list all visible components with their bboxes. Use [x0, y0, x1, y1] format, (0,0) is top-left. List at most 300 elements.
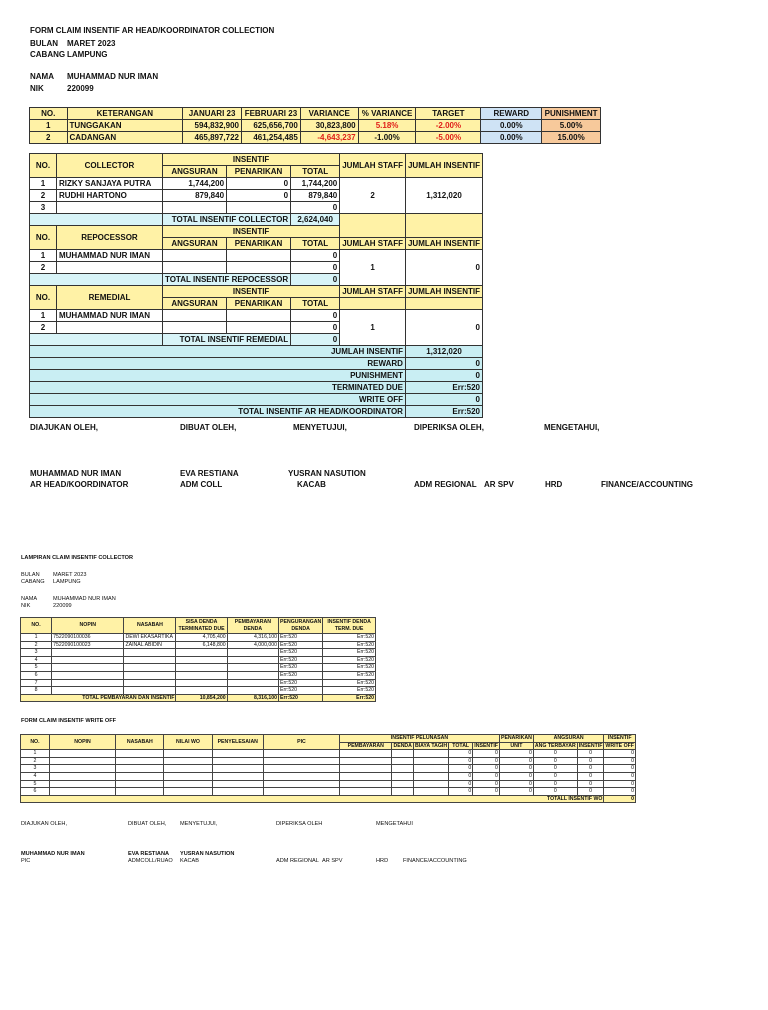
sig2-role-7: FINANCE/ACCOUNTING	[403, 858, 467, 864]
remedial-header-no: NO.	[30, 286, 57, 310]
remedial-total-value: 0	[291, 334, 340, 346]
lampiran-cell	[52, 671, 124, 679]
summary-cell: -1.00%	[358, 132, 416, 144]
sig2-mengetahui: MENGETAHUI	[376, 821, 413, 827]
lampiran-cell: 7522090100036	[52, 634, 124, 642]
lampiran-total-pengurangan: Err:520	[279, 694, 323, 702]
cabang-value: LAMPUNG	[67, 50, 108, 59]
summary-cell: 461,254,485	[242, 132, 301, 144]
collector-cell: 2	[30, 190, 57, 202]
writeoff-table	[20, 734, 636, 803]
remedial-staff: 1	[340, 310, 406, 346]
lampiran-cell: Err:520	[279, 671, 323, 679]
writeoff-cell: 1	[21, 750, 50, 758]
sig2-role-1: PIC	[21, 858, 31, 864]
writeoff-header-penarikan: PENARIKAN	[501, 735, 532, 741]
summary-header-januari: JANUARI 23	[183, 108, 242, 120]
total-value-punishment: 0	[405, 370, 482, 382]
lampiran-nama-value: MUHAMMAD NUR IMAN	[53, 596, 116, 602]
writeoff-cell: 0	[533, 757, 577, 765]
remedial-header-jumlah-staff: JUMLAH STAFF	[340, 286, 406, 298]
lampiran-cell	[52, 649, 124, 657]
total-label-terminated-due: TERMINATED DUE	[30, 382, 406, 394]
writeoff-cell: 0	[499, 772, 533, 780]
lampiran-cell: 2	[21, 641, 52, 649]
sig2-dibuat: DIBUAT OLEH,	[128, 821, 167, 827]
repocessor-header-insentif: INSENTIF	[162, 226, 339, 238]
collector-cell: 1,744,200	[162, 178, 226, 190]
collector-total-label: TOTAL INSENTIF COLLECTOR	[162, 214, 290, 226]
writeoff-cell: 0	[604, 750, 636, 758]
writeoff-cell: 0	[533, 772, 577, 780]
lampiran-cell: 6,148,800	[176, 641, 227, 649]
lampiran-cell: Err:520	[279, 679, 323, 687]
repocessor-cell	[227, 262, 291, 274]
lampiran-cell: 6	[21, 671, 52, 679]
form-title: FORM CLAIM INSENTIF AR HEAD/KOORDINATOR COLLECTION	[30, 26, 275, 35]
lampiran-cell	[176, 656, 227, 664]
lampiran-cabang-label: CABANG	[21, 579, 45, 585]
lampiran-table	[20, 617, 376, 702]
lampiran-cell: Err:520	[323, 687, 376, 695]
lampiran-cell	[124, 656, 176, 664]
summary-header-punishment: PUNISHMENT	[542, 108, 601, 120]
lampiran-cell: 5	[21, 664, 52, 672]
writeoff-cell: 0	[499, 780, 533, 788]
remedial-jumlah: 0	[405, 310, 482, 346]
collector-total-value: 2,624,040	[291, 214, 340, 226]
total-value-terminated-due: Err:520	[405, 382, 482, 394]
writeoff-cell: 0	[449, 765, 473, 773]
lampiran-cell: 4	[21, 656, 52, 664]
repocessor-cell	[56, 262, 162, 274]
summary-cell: 465,897,722	[183, 132, 242, 144]
lampiran-cell: Err:520	[279, 649, 323, 657]
writeoff-sub-insentif: INSENTIF	[474, 742, 498, 749]
writeoff-cell: 0	[473, 788, 500, 796]
collector-cell: 879,840	[162, 190, 226, 202]
sig2-role-4: ADM REGIONAL	[276, 858, 319, 864]
collector-header-no: NO.	[30, 154, 57, 178]
lampiran-cell: Err:520	[323, 679, 376, 687]
total-value-reward: 0	[405, 358, 482, 370]
lampiran-cell: Err:520	[323, 671, 376, 679]
lampiran-nik-label: NIK	[21, 603, 31, 609]
lampiran-total-pembayaran: 8,316,100	[227, 694, 278, 702]
sig2-role-3: KACAB	[180, 858, 199, 864]
lampiran-header-insentif: INSENTIF DENDA TERM. DUE	[323, 618, 376, 634]
repocessor-cell: 0	[291, 250, 340, 262]
lampiran-row	[21, 671, 376, 679]
repocessor-row	[30, 250, 483, 262]
sig-role-1: AR HEAD/KOORDINATOR	[30, 480, 129, 489]
writeoff-cell: 0	[577, 780, 604, 788]
remedial-header-total: TOTAL	[291, 298, 340, 310]
sig-mengetahui: MENGETAHUI,	[544, 423, 600, 432]
writeoff-cell: 2	[21, 757, 50, 765]
lampiran-cell: Err:520	[279, 641, 323, 649]
remedial-header-insentif: INSENTIF	[162, 286, 339, 298]
nik-value: 220099	[67, 84, 94, 93]
sig-diperiksa: DIPERIKSA OLEH,	[414, 423, 484, 432]
repocessor-cell	[227, 250, 291, 262]
summary-cell: 0.00%	[481, 120, 542, 132]
writeoff-cell: 0	[577, 788, 604, 796]
lampiran-cell	[176, 664, 227, 672]
sig-role-3: KACAB	[297, 480, 326, 489]
lampiran-cell: Err:520	[279, 664, 323, 672]
nama-label: NAMA	[30, 72, 54, 81]
lampiran-header-nopin: NOPIN	[52, 618, 124, 634]
lampiran-cell	[227, 656, 278, 664]
writeoff-row	[21, 757, 636, 765]
remedial-header-jumlah-insentif: JUMLAH INSENTIF	[405, 286, 482, 298]
lampiran-cell	[124, 671, 176, 679]
remedial-cell	[227, 310, 291, 322]
cabang-label: CABANG	[30, 50, 66, 59]
lampiran-cabang-value: LAMPUNG	[53, 579, 81, 585]
lampiran-cell: 1	[21, 634, 52, 642]
writeoff-header-penyelesaian: PENYELESAIAN	[212, 735, 263, 750]
writeoff-header-no: NO.	[21, 735, 50, 750]
remedial-cell: MUHAMMAD NUR IMAN	[56, 310, 162, 322]
repocessor-staff: 1	[340, 250, 406, 286]
summary-header-variance: VARIANCE	[300, 108, 358, 120]
repocessor-header-no: NO.	[30, 226, 57, 250]
writeoff-cell: 0	[499, 750, 533, 758]
lampiran-title: LAMPIRAN CLAIM INSENTIF COLLECTOR	[21, 555, 134, 561]
collector-header-angsuran: ANGSURAN	[162, 166, 226, 178]
lampiran-cell: 7	[21, 679, 52, 687]
repocessor-header-jumlah-staff: JUMLAH STAFF	[340, 238, 406, 250]
writeoff-sub-unit: UNIT	[499, 742, 533, 750]
summary-header-reward: REWARD	[481, 108, 542, 120]
repocessor-total-value: 0	[291, 274, 340, 286]
repocessor-total-label: TOTAL INSENTIF REPOCESSOR	[162, 274, 290, 286]
remedial-cell	[227, 322, 291, 334]
sig-name-1: MUHAMMAD NUR IMAN	[30, 469, 122, 478]
writeoff-header-nopin: NOPIN	[49, 735, 115, 750]
writeoff-cell: 0	[533, 750, 577, 758]
bulan-value: MARET 2023	[67, 39, 116, 48]
lampiran-cell: Err:520	[279, 656, 323, 664]
summary-cell: 5.00%	[542, 120, 601, 132]
lampiran-row	[21, 656, 376, 664]
remedial-header-penarikan: PENARIKAN	[227, 298, 291, 310]
lampiran-cell: 7522090100023	[52, 641, 124, 649]
bulan-label: BULAN	[30, 39, 58, 48]
repocessor-header-penarikan: PENARIKAN	[227, 238, 291, 250]
sig-role-6: HRD	[545, 480, 563, 489]
lampiran-cell: Err:520	[323, 634, 376, 642]
lampiran-bulan-value: MARET 2023	[53, 572, 87, 578]
writeoff-header-insentif: INSENTIF	[604, 735, 636, 743]
remedial-header-angsuran: ANGSURAN	[162, 298, 226, 310]
summary-row	[30, 120, 601, 132]
writeoff-row	[21, 772, 636, 780]
writeoff-cell: 0	[577, 765, 604, 773]
writeoff-sub-insentif-2: INSENTIF	[578, 742, 603, 749]
remedial-cell	[162, 322, 226, 334]
lampiran-total-label: TOTAL PEMBAYARAN DAN INSENTIF	[21, 694, 176, 702]
lampiran-row	[21, 649, 376, 657]
summary-cell: 2	[30, 132, 68, 144]
writeoff-sub-total: TOTAL	[449, 742, 473, 750]
collector-cell	[162, 202, 226, 214]
writeoff-cell: 0	[577, 772, 604, 780]
writeoff-cell: 0	[473, 757, 500, 765]
summary-header-no: NO.	[30, 108, 68, 120]
total-label-grand: TOTAL INSENTIF AR HEAD/KOORDINATOR	[30, 406, 406, 418]
lampiran-cell	[227, 664, 278, 672]
lampiran-cell	[176, 649, 227, 657]
repocessor-header-jumlah-insentif: JUMLAH INSENTIF	[405, 238, 482, 250]
writeoff-cell: 0	[449, 750, 473, 758]
repocessor-jumlah: 0	[405, 250, 482, 286]
collector-staff: 2	[340, 178, 406, 214]
collector-cell: 3	[30, 202, 57, 214]
summary-cell: 5.18%	[358, 120, 416, 132]
lampiran-header-sisa-denda: SISA DENDA TERMINATED DUE	[176, 618, 227, 634]
writeoff-sub-denda: DENDA	[393, 742, 412, 749]
lampiran-cell	[52, 664, 124, 672]
lampiran-total-sisa: 10,854,200	[176, 694, 227, 702]
collector-cell	[227, 202, 291, 214]
writeoff-cell: 0	[533, 765, 577, 773]
sig2-role-6: HRD	[376, 858, 389, 864]
writeoff-cell: 0	[473, 765, 500, 773]
summary-header-februari: FEBRUARI 23	[242, 108, 301, 120]
summary-cell: -5.00%	[416, 132, 481, 144]
writeoff-header-pic: PIC	[264, 735, 340, 750]
summary-cell: -4,643,237	[300, 132, 358, 144]
collector-jumlah: 1,312,020	[405, 178, 482, 214]
writeoff-total-label: TOTALL INSENTIF WO	[21, 795, 604, 803]
sig2-diperiksa: DIPERIKSA OLEH	[276, 821, 323, 827]
lampiran-cell	[52, 687, 124, 695]
remedial-cell: 0	[291, 310, 340, 322]
summary-cell: 594,832,900	[183, 120, 242, 132]
writeoff-row	[21, 765, 636, 773]
lampiran-cell	[176, 679, 227, 687]
summary-header-keterangan: KETERANGAN	[67, 108, 183, 120]
writeoff-cell: 0	[473, 750, 500, 758]
lampiran-header-pengurangan: PENGURANGAN DENDA	[280, 618, 322, 632]
collector-header-name: COLLECTOR	[56, 154, 162, 178]
lampiran-cell: 4,000,000	[227, 641, 278, 649]
sig-diajukan: DIAJUKAN OLEH,	[30, 423, 99, 432]
sig-name-3: YUSRAN NASUTION	[288, 469, 366, 478]
lampiran-row	[21, 634, 376, 642]
collector-header-total: TOTAL	[291, 166, 340, 178]
lampiran-cell: Err:520	[323, 641, 376, 649]
writeoff-title: FORM CLAIM INSENTIF WRITE OFF	[21, 718, 117, 724]
writeoff-cell: 6	[21, 788, 50, 796]
summary-cell: -2.00%	[416, 120, 481, 132]
remedial-row	[30, 310, 483, 322]
writeoff-header-nilai-wo: NILAI WO	[164, 735, 212, 750]
lampiran-cell	[52, 656, 124, 664]
collector-header-jumlah-staff: JUMLAH STAFF	[340, 154, 406, 178]
writeoff-cell: 0	[449, 780, 473, 788]
sig-role-2: ADM COLL	[180, 480, 223, 489]
sig-role-4: ADM REGIONAL	[414, 480, 477, 489]
lampiran-row	[21, 664, 376, 672]
collector-cell: 0	[227, 190, 291, 202]
lampiran-total-insentif: Err:520	[323, 694, 376, 702]
lampiran-cell	[52, 679, 124, 687]
summary-cell: 30,823,800	[300, 120, 358, 132]
summary-cell: 15.00%	[542, 132, 601, 144]
total-value-write-off: 0	[405, 394, 482, 406]
lampiran-header-nasabah: NASABAH	[124, 618, 176, 634]
writeoff-cell: 0	[473, 780, 500, 788]
lampiran-cell: Err:520	[323, 664, 376, 672]
lampiran-cell	[176, 671, 227, 679]
summary-cell: 0.00%	[481, 132, 542, 144]
sig2-name-2: EVA RESTIANA	[128, 851, 170, 857]
collector-cell: RUDHI HARTONO	[56, 190, 162, 202]
sig2-role-5: AR SPV	[322, 858, 343, 864]
remedial-cell: 2	[30, 322, 57, 334]
writeoff-cell: 0	[449, 788, 473, 796]
lampiran-cell: 3	[21, 649, 52, 657]
writeoff-cell: 0	[499, 765, 533, 773]
collector-cell: RIZKY SANJAYA PUTRA	[56, 178, 162, 190]
lampiran-cell	[227, 649, 278, 657]
lampiran-cell: 4,705,400	[176, 634, 227, 642]
writeoff-cell: 0	[449, 757, 473, 765]
sig2-diajukan: DIAJUKAN OLEH,	[21, 821, 68, 827]
summary-header-target: TARGET	[416, 108, 481, 120]
remedial-header-name: REMEDIAL	[56, 286, 162, 310]
collector-cell: 879,840	[291, 190, 340, 202]
lampiran-cell	[227, 687, 278, 695]
repocessor-cell	[162, 250, 226, 262]
collector-cell	[56, 202, 162, 214]
repocessor-header-angsuran: ANGSURAN	[162, 238, 226, 250]
summary-row	[30, 132, 601, 144]
collector-header-insentif: INSENTIF	[162, 154, 339, 166]
writeoff-cell: 5	[21, 780, 50, 788]
total-label-jumlah-insentif: JUMLAH INSENTIF	[30, 346, 406, 358]
sig-role-7: FINANCE/ACCOUNTING	[601, 480, 693, 489]
total-label-reward: REWARD	[30, 358, 406, 370]
writeoff-cell: 0	[533, 788, 577, 796]
lampiran-nik-value: 220099	[53, 603, 72, 609]
writeoff-cell: 0	[604, 765, 636, 773]
repocessor-cell: 2	[30, 262, 57, 274]
repocessor-cell: 1	[30, 250, 57, 262]
writeoff-cell: 0	[473, 772, 500, 780]
writeoff-cell: 0	[604, 788, 636, 796]
writeoff-header-nasabah: NASABAH	[116, 735, 164, 750]
writeoff-cell: 0	[604, 757, 636, 765]
lampiran-cell: Err:520	[323, 649, 376, 657]
sig2-menyetujui: MENYETUJUI,	[180, 821, 218, 827]
total-value-jumlah-insentif: 1,312,020	[405, 346, 482, 358]
incentive-table	[29, 153, 483, 418]
lampiran-header-no: NO.	[21, 618, 52, 634]
summary-header-pct-variance: % VARIANCE	[358, 108, 416, 120]
writeoff-cell: 0	[499, 757, 533, 765]
writeoff-sub-ang-terbayar: ANG TERBAYAR	[534, 742, 576, 749]
nama-value: MUHAMMAD NUR IMAN	[67, 72, 159, 81]
lampiran-nama-label: NAMA	[21, 596, 38, 602]
writeoff-cell: 0	[604, 780, 636, 788]
lampiran-cell	[124, 687, 176, 695]
remedial-cell	[56, 322, 162, 334]
lampiran-cell	[227, 679, 278, 687]
summary-cell: 1	[30, 120, 68, 132]
writeoff-cell: 0	[499, 788, 533, 796]
writeoff-cell: 0	[533, 780, 577, 788]
remedial-cell: 0	[291, 322, 340, 334]
lampiran-cell	[124, 664, 176, 672]
lampiran-row	[21, 687, 376, 695]
lampiran-cell: Err:520	[323, 656, 376, 664]
collector-cell: 1,744,200	[291, 178, 340, 190]
summary-cell: 625,656,700	[242, 120, 301, 132]
sig-name-2: EVA RESTIANA	[180, 469, 239, 478]
sig2-name-3: YUSRAN NASUTION	[180, 851, 235, 857]
writeoff-row	[21, 750, 636, 758]
repocessor-cell	[162, 262, 226, 274]
summary-cell: TUNGGAKAN	[67, 120, 183, 132]
lampiran-cell: 8	[21, 687, 52, 695]
sig2-role-2: ADMCOLL/RUAO	[128, 858, 173, 864]
sig2-name-1: MUHAMMAD NUR IMAN	[21, 851, 85, 857]
lampiran-header-pembayaran: PEMBAYARAN DENDA	[227, 618, 278, 634]
lampiran-cell: 4,316,100	[227, 634, 278, 642]
writeoff-sub-pembayaran: PEMBAYARAN	[339, 742, 392, 750]
lampiran-cell: ZAINAL ABIDIN	[124, 641, 176, 649]
summary-cell: CADANGAN	[67, 132, 183, 144]
summary-table	[29, 107, 601, 144]
total-label-write-off: WRITE OFF	[30, 394, 406, 406]
writeoff-row	[21, 788, 636, 796]
writeoff-cell: 3	[21, 765, 50, 773]
repocessor-cell: 0	[291, 262, 340, 274]
writeoff-cell: 0	[577, 750, 604, 758]
collector-cell: 1	[30, 178, 57, 190]
lampiran-cell: DEWI EKASARTIKA	[124, 634, 176, 642]
remedial-cell	[162, 310, 226, 322]
remedial-total-label: TOTAL INSENTIF REMEDIAL	[162, 334, 290, 346]
remedial-cell: 1	[30, 310, 57, 322]
total-value-grand: Err:520	[405, 406, 482, 418]
writeoff-cell: 4	[21, 772, 50, 780]
repocessor-cell: MUHAMMAD NUR IMAN	[56, 250, 162, 262]
repocessor-header-total: TOTAL	[291, 238, 340, 250]
writeoff-cell: 0	[604, 772, 636, 780]
collector-header-jumlah-insentif: JUMLAH INSENTIF	[405, 154, 482, 178]
collector-cell: 0	[227, 178, 291, 190]
lampiran-row	[21, 679, 376, 687]
collector-header-penarikan: PENARIKAN	[227, 166, 291, 178]
sig-role-5: AR SPV	[484, 480, 514, 489]
sig-dibuat: DIBUAT OLEH,	[180, 423, 237, 432]
lampiran-cell	[124, 649, 176, 657]
writeoff-sub-write-off: WRITE OFF	[605, 742, 634, 749]
lampiran-cell: Err:520	[279, 687, 323, 695]
writeoff-row	[21, 780, 636, 788]
sig-menyetujui: MENYETUJUI,	[293, 423, 347, 432]
lampiran-cell	[227, 671, 278, 679]
lampiran-cell: Err:520	[279, 634, 323, 642]
writeoff-sub-biaya-tagih: BIAYA TAGIH	[414, 742, 448, 749]
writeoff-total-value: 0	[604, 795, 636, 803]
